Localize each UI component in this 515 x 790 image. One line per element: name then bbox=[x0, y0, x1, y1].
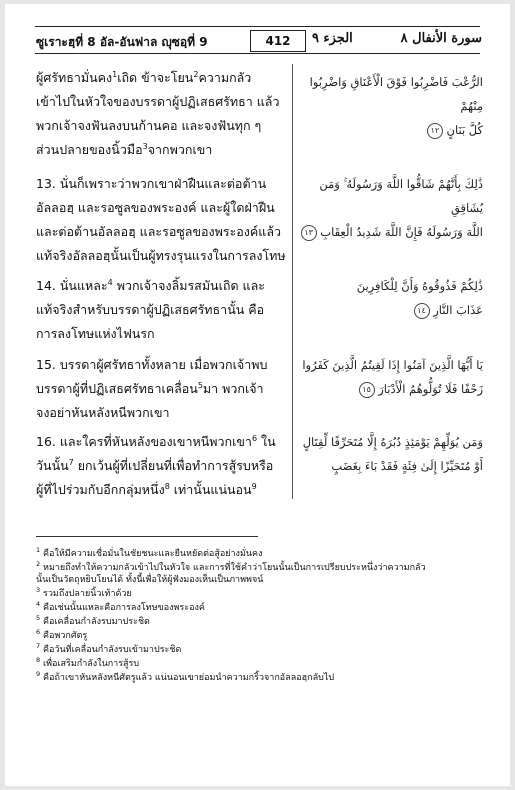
header-surah-thai: ซูเราะฮฺที่ 8 อัล-อันฟาล ญุซอฺที่ 9 bbox=[36, 35, 208, 49]
footnote-1: $^1$ คือให้มีความเชื่อมั่นในชัยชนะและยืนหยัดต่อสู้อย่างมั่นคง bbox=[36, 546, 263, 559]
header-juz-arabic: الجزء ٩ bbox=[312, 31, 353, 46]
footnote-5: $^5$ คือเคลื่อนกำลังรบมาประชิด bbox=[36, 614, 150, 627]
footnote-3: $^3$ รวมถึงปลายนิ้วเท้าด้วย bbox=[36, 586, 132, 599]
footnote-6: $^6$ คือพวกศัตรู bbox=[36, 628, 88, 641]
verse-12-arabic: الرُّعْبَ فَاضْرِبُوا فَوْقَ الْأَعْنَاقِ وَاضْرِبُوا مِنْهُمْ كُلَّ بَنَانٍ ١٢ bbox=[309, 75, 483, 137]
footnote-7: $^7$ คือวันที่เคลื่อนกำลังรบเข้ามาประชิด bbox=[36, 642, 182, 655]
header-top-rule bbox=[35, 26, 480, 27]
ayah-marker-12: ١٢ bbox=[427, 123, 443, 139]
verse-14-arabic: ذَٰلِكُمْ فَذُوقُوهُ وَأَنَّ لِلْكَافِرِينَ عَذَابَ النَّارِ ١٤ bbox=[356, 279, 483, 317]
footnote-2-cont: นั้นเป็นวัตถุหยิบโยนได้ ทั้งนี้เพื่อให้ผู้ฟังมองเห็นเป็นภาพพจน์ bbox=[36, 575, 264, 585]
ayah-marker-13: ١٣ bbox=[301, 225, 317, 241]
verse-12-translation: ผู้ศรัทธามั่นคง$^1$เถิด ข้าจะโยน$^2$ความกลัว เข้าไปในหัวใจของบรรดาผู้ปฏิเสธศรัทธา แล้ว พวกเจ้าจงฟันลงบนก้านคอ และจงฟันทุก ๆ ส่วนปลายของนิ้วมือ$^3$จากพวกเขา bbox=[36, 69, 280, 157]
footnote-8: $^8$ เพื่อเสริมกำลังในการสู้รบ bbox=[36, 656, 140, 669]
verse-14-translation: 14. นั่นแหละ$^4$ พวกเจ้าจงลิ้มรสมันเถิด และ แท้จริงสำหรับบรรดาผู้ปฏิเสธศรัทธานั้น คือ การลงโทษแห่งไฟนรก bbox=[36, 277, 265, 341]
footnote-9: $^9$ คือถ้าเขาหันหลังหนีศัตรูแล้ว แน่นอนเขาย่อมนำความกริ้วจากอัลลอฮฺกลับไป bbox=[36, 670, 335, 683]
verse-15-arabic: يَا أَيُّهَا الَّذِينَ آمَنُوا إِذَا لَقِيتُمُ الَّذِينَ كَفَرُوا زَحْفًا فَلَا تُوَلُّوهُمُ الْأَدْبَارَ ١٥ bbox=[302, 358, 483, 396]
verse-16-translation: 16. และใครที่หันหลังของเขาหนีพวกเขา$^6$ ใน วันนั้น$^7$ ยกเว้นผู้ที่เปลี่ยนที่เพื่อทำการสู้รบหรือ ผู้ที่ไปร่วมกับอีกกลุ่มหนึ่ง$^8$ เท่านั้นแน่นอน$^9$ bbox=[36, 433, 276, 497]
footnote-rule bbox=[36, 536, 258, 537]
footnote-4: $^4$ คือเช่นนั้นแหละคือการลงโทษของพระองค์ bbox=[36, 600, 205, 613]
footnote-2: $^2$ หมายถึงทำให้ความกลัวเข้าไปในหัวใจ และการที่ใช้คำว่าโยนนั้นเป็นการเปรียบประหนึ่งว่าความกลัว bbox=[36, 560, 426, 573]
column-divider bbox=[292, 64, 293, 499]
verse-15-translation: 15. บรรดาผู้ศรัทธาทั้งหลาย เมื่อพวกเจ้าพบ บรรดาผู้ที่ปฏิเสธศรัทธาเคลื่อน$^5$มา พวกเจ้า จงอย่าหันหลังหนีพวกเขา bbox=[36, 357, 268, 420]
verse-13-arabic: ذَٰلِكَ بِأَنَّهُمْ شَاقُّوا اللَّهَ وَرَسُولَهُ ۚ وَمَن يُشَاقِقِ اللَّهَ وَرَسُولَهُ فَإِنَّ اللَّهَ شَدِيدُ الْعِقَابِ ١٣ bbox=[300, 172, 483, 244]
header-bottom-rule bbox=[35, 53, 480, 54]
verse-13-translation: 13. นั่นก็เพราะว่าพวกเขาฝ่าฝืนและต่อต้าน อัลลอฮฺ และรอซูลของพระองค์ และผู้ใดฝ่าฝืน และต่อต้านอัลลอฮฺ และรอซูลของพระองค์แล้ว แท้จริงอัลลอฮฺนั้นเป็นผู้ทรงรุนแรงในการลงโทษ bbox=[36, 176, 286, 263]
ayah-marker-14: ١٤ bbox=[414, 303, 430, 319]
footnote-list bbox=[36, 548, 481, 684]
header-surah-arabic: سورة الأنفال ٨ bbox=[400, 31, 482, 46]
ayah-marker-15: ١٥ bbox=[359, 382, 375, 398]
verse-16-arabic: وَمَن يُوَلِّهِمْ يَوْمَئِذٍ دُبُرَهُ إِلَّا مُتَحَرِّفًا لِّقِتَالٍ أَوْ مُتَحَيِّزًا إِلَىٰ فِئَةٍ فَقَدْ بَاءَ بِغَضَبٍ bbox=[302, 435, 483, 473]
page-number: 412 bbox=[250, 30, 306, 52]
